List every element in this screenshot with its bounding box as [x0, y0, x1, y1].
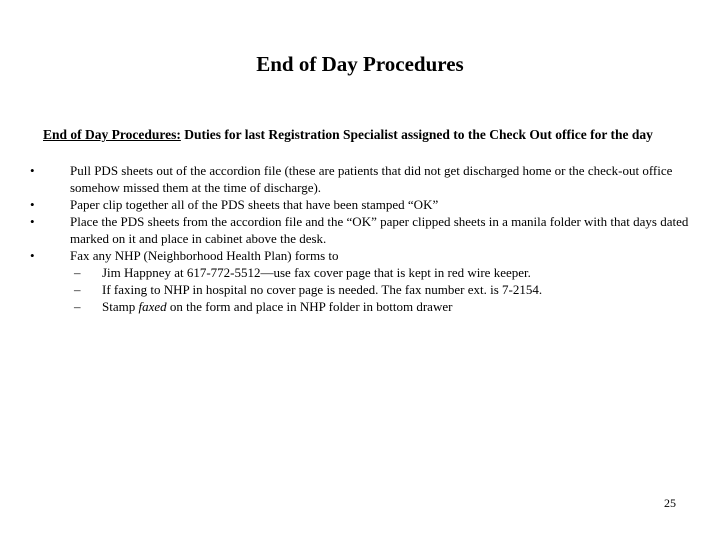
- sub-list-item-text: If faxing to NHP in hospital no cover page is needed. The fax number ext. is 7-2154.: [102, 282, 543, 297]
- subheading: [43, 126, 703, 143]
- dash-icon: –: [74, 299, 81, 314]
- bullet-icon: •: [30, 197, 35, 212]
- list-item: [30, 162, 690, 196]
- sub-list-item-text-after: on the form and place in NHP folder in bottom drawer: [166, 299, 453, 314]
- page-number: 25: [664, 496, 676, 510]
- fax-instructions-list: [70, 264, 690, 315]
- procedure-list: [30, 162, 690, 315]
- subheading-text: Duties for last Registration Specialist assigned to the Check Out office for the day: [180, 127, 653, 142]
- list-item-text: Pull PDS sheets out of the accordion file (these are patients that did not get discharged home or the check-out office somehow missed them at the time of discharge).: [70, 163, 673, 195]
- bullet-icon: •: [30, 248, 35, 263]
- sub-list-item: [70, 264, 690, 281]
- list-item-text: Paper clip together all of the PDS sheets that have been stamped “OK”: [70, 197, 439, 212]
- sub-list-item: [70, 281, 690, 298]
- sub-list-item-text-before: Stamp: [102, 299, 139, 314]
- bullet-icon: •: [30, 163, 35, 178]
- dash-icon: –: [74, 282, 81, 297]
- emphasis-text: faxed: [138, 299, 167, 314]
- sub-list-item-text: Jim Happney at 617-772-5512—use fax cover page that is kept in red wire keeper.: [102, 265, 531, 280]
- page-title: End of Day Procedures: [256, 52, 464, 76]
- list-item: [30, 213, 690, 247]
- bullet-icon: •: [30, 214, 35, 229]
- list-item: [30, 196, 690, 213]
- dash-icon: –: [74, 265, 81, 280]
- subheading-label: End of Day Procedures:: [43, 127, 181, 142]
- list-item-text: Place the PDS sheets from the accordion file and the “OK” paper clipped sheets in a manila folder with that days dated marked on it and place in cabinet above the desk.: [70, 214, 689, 246]
- list-item-text: Fax any NHP (Neighborhood Health Plan) forms to: [70, 248, 339, 263]
- list-item: [30, 247, 690, 315]
- sub-list-item: [70, 298, 690, 315]
